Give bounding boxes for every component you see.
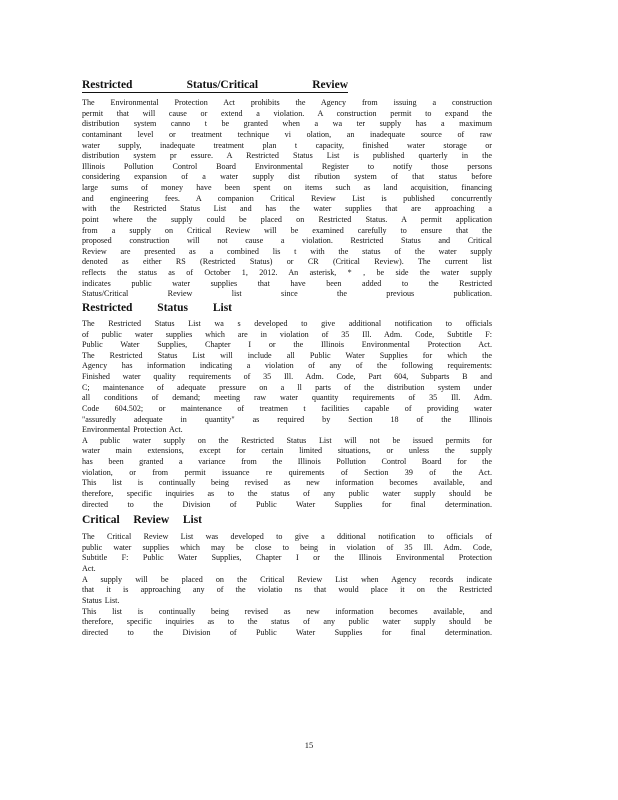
text-line: distribution system pr essure. A Restricted Status List is published quarterly in the (82, 151, 492, 161)
section-heading-restricted-status-list (82, 301, 232, 315)
text-line: Finished water quality requirements of 35 Ill. Adm. Code, Part 604, Subparts B and (82, 372, 492, 381)
heading-word: Status/Critical (186, 79, 259, 91)
text-line: directed to the Division of Public Water Supplies for final determination. (82, 627, 492, 637)
heading-word: Critical (82, 514, 120, 527)
text-line: "assuredly adequate in quantity" as required by Section 18 of the Illinois (82, 414, 492, 424)
text-line: with the Restricted Status List and has the water supplies that are approaching a (82, 204, 492, 214)
text-line: that it is approaching any of the violatio ns that would place it on the Restricted (82, 585, 492, 595)
text-line: Public Water Supplies, Chapter I or the Illinois Environmental Protection Act. (82, 340, 492, 350)
text-line: The Environmental Protection Act prohibits the Agency from issuing a construction (82, 98, 492, 107)
text-line: Status/Critical Review list since the previous publication. (82, 289, 492, 299)
text-line: proposed construction will not cause a violation. Restricted Status and Critical (82, 236, 492, 246)
section-body-intro (82, 98, 492, 300)
text-line: denoted as either RS (Restricted Status) or CR (Critical Review). The current list (82, 257, 492, 267)
heading-word: List (212, 301, 232, 314)
text-line: and engineering fees. A companion Critical Review List is published concurrently (82, 193, 492, 203)
section-body-restricted-status (82, 319, 492, 510)
text-line: public water supplies which may be close to being in violation of 35 Ill. Adm. Code, (82, 542, 492, 552)
heading-word: Review (133, 514, 170, 527)
text-line: Act. (82, 564, 96, 573)
section-body-critical-review (82, 532, 492, 638)
text-line: This list is continually being revised as new information becomes available, and (82, 478, 492, 488)
text-line: Subtitle F: Public Water Supplies, Chapter I or the Illinois Environmental Protection (82, 553, 492, 563)
text-line: The Critical Review List was developed to give a dditional notification to officials of (82, 532, 492, 542)
text-line: point where the supply could be placed on Restricted Status. A permit application (82, 214, 492, 224)
text-line: considering expansion of a water supply dist ribution system of that status before (82, 172, 492, 182)
text-line: Status List. (82, 595, 120, 605)
section-heading-restricted-status-critical-review (82, 78, 348, 93)
text-line: water main extensions, except for certain limited situations, or unless the supply (82, 446, 492, 456)
text-line: has been granted a variance from the Illinois Pollution Control Board for the (82, 457, 492, 466)
page-content (82, 78, 492, 638)
heading-word: List (182, 514, 202, 527)
text-line: therefore, specific inquiries as to the status of any public water supply should be (82, 488, 492, 498)
page-number: 15 (304, 740, 314, 750)
text-line: A public water supply on the Restricted Status List will not be issued permits for (82, 435, 492, 445)
heading-word: Status (157, 301, 188, 314)
text-line: Illinois Pollution Control Board Environmental Register to notify those persons (82, 161, 492, 171)
text-line: contaminant level or treatment technique vi olation, an inadequate source of raw (82, 129, 492, 139)
text-line: This list is continually being revised as new information becomes available, and (82, 606, 492, 616)
heading-word: Restricted (82, 79, 133, 91)
text-line: Review are presented as a combined lis t with the status of the water supply (82, 246, 492, 256)
text-line: A supply will be placed on the Critical Review List when Agency records indicate (82, 574, 492, 584)
text-line: violation, or from permit issuance re quirements of Section 39 of the Act. (82, 467, 492, 477)
text-line: indicates public water supplies that have been added to the Restricted (82, 278, 492, 288)
text-line: The Restricted Status List will include all Public Water Supplies for which the (82, 350, 492, 360)
heading-word: Restricted (82, 301, 133, 314)
text-line: from a supply on Critical Review will be examined carefully to ensure that the (82, 225, 492, 235)
text-line: Environmental Protection Act. (82, 425, 183, 435)
section-heading-critical-review-list (82, 513, 202, 527)
text-line: Code 604.502; or maintenance of treatmen t facilities capable of providing water (82, 403, 492, 413)
text-line: distribution system canno t be granted when a wa ter supply has a maximum (82, 119, 492, 129)
text-line: C; maintenance of adequate pressure on a ll parts of the distribution system under (82, 382, 492, 392)
text-line: large sums of money have been spent on items such as land acquisition, financing (82, 183, 492, 192)
text-line: reflects the status as of October 1, 2012. An asterisk, * , be side the water supply (82, 268, 492, 277)
text-line: water supply, inadequate treatment plan t capacity, finished water storage or (82, 140, 492, 150)
text-line: directed to the Division of Public Water Supplies for final determination. (82, 499, 492, 509)
text-line: all conditions of demand; meeting raw water quantity requirements of 35 Ill. Adm. (82, 393, 492, 403)
text-line: permit that will cause or extend a violation. A construction permit to expand the (82, 108, 492, 118)
text-line: The Restricted Status List wa s developed to give additional notification to officials (82, 318, 492, 328)
text-line: of public water supplies which are in violation of 35 Ill. Adm. Code, Subtitle F: (82, 329, 492, 339)
heading-word: Review (312, 79, 348, 91)
text-line: Agency has information indicating a violation of any of the following requirements: (82, 361, 492, 371)
text-line: therefore, specific inquiries as to the status of any public water supply should be (82, 617, 492, 627)
